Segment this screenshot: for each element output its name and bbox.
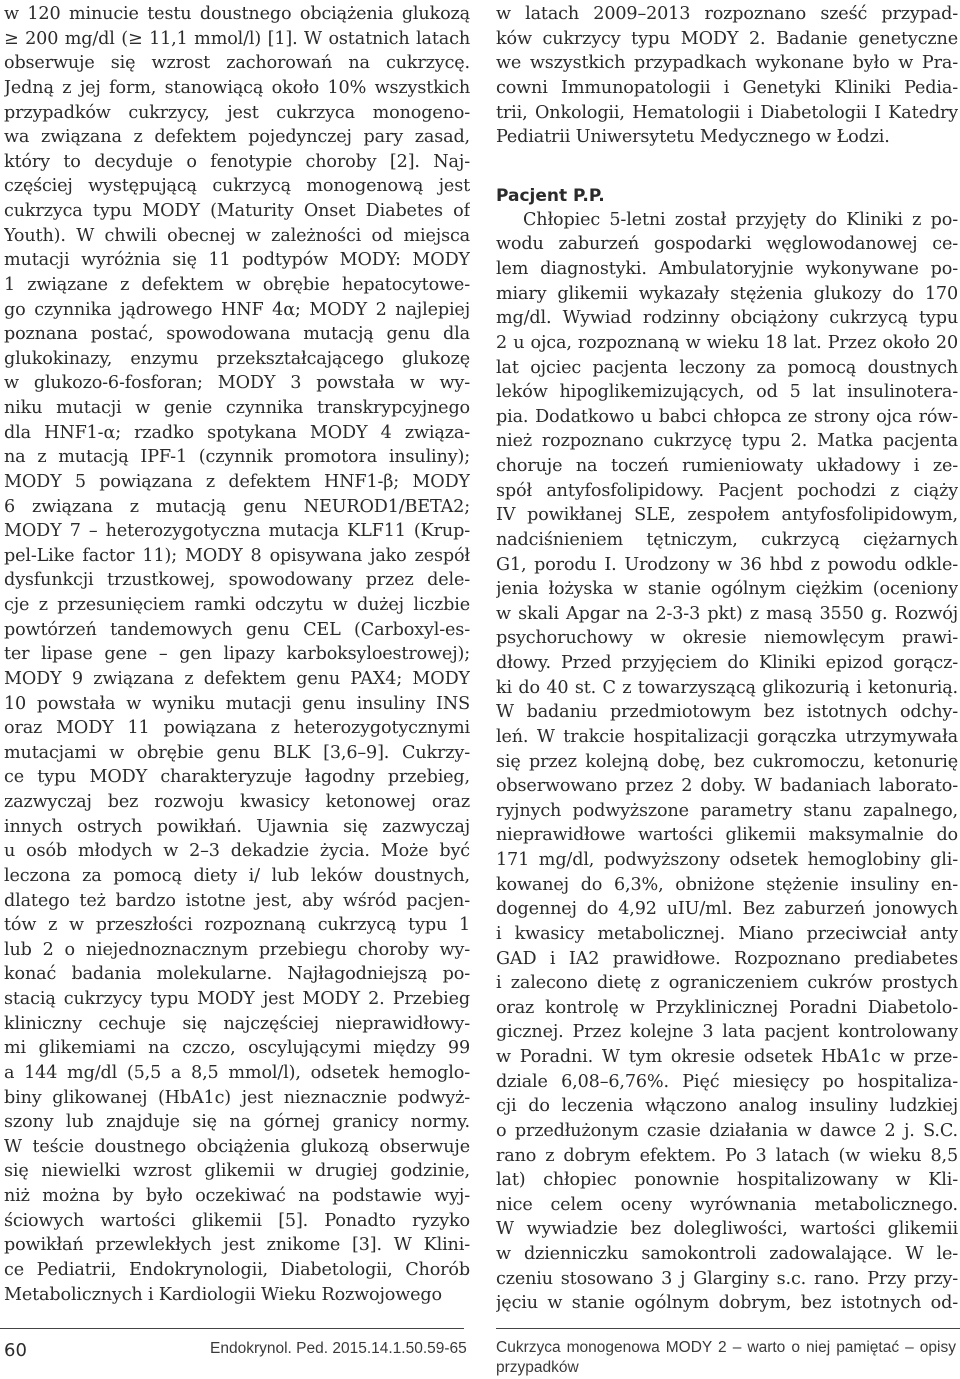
text-line: wa związana z defektem pojedynczej pary zasad, xyxy=(4,127,470,148)
text-line: innych ostrych powikłań. Ujawnia się zazwyczaj xyxy=(4,816,470,837)
text-line: pel-Like factor 11); MODY 8 opisywana jako zespół xyxy=(4,545,470,566)
text-line: MODY 7 – heterozygotyczna mutacja KLF11 (Krup- xyxy=(4,521,470,542)
right-column xyxy=(496,2,958,1316)
text-line: dysfunkcji trzustkowej, spowodowany przez dele- xyxy=(4,570,470,591)
text-line: szony lub znajduje się na górnej granicy normy. xyxy=(4,1112,470,1133)
text-line: nadciśnieniem tętniczym, cukrzycą ciężarnych xyxy=(496,529,958,550)
text-line: spół antyfosfolipidowy. Pacjent pochodzi z ciąży xyxy=(496,480,958,501)
text-line: psychoruchowy w okresie niemowlęcym prawi- xyxy=(496,628,958,649)
text-line: cje z przesunięciem ramki odczytu w dużej liczbie xyxy=(4,595,470,615)
text-line: powikłań przewlekłych jest znikome [3]. W Klini- xyxy=(4,1235,470,1256)
text-line: Pediatrii Uniwersytetu Medycznego w Łodzi. xyxy=(496,127,890,148)
text-line: glukokinazy, enzymu przekształcającego glukozę xyxy=(4,348,470,369)
text-line: zazwyczaj bez rozwoju kwasicy ketonowej oraz xyxy=(4,792,470,812)
text-line: lub 2 o niejednoznacznym przebiegu choroby wy- xyxy=(4,939,470,960)
text-line: kowanej do 6,3%, obniżone stężenie insuliny en- xyxy=(496,874,958,895)
text-line: W wywiadzie bez dolegliwości, wartości glikemii xyxy=(496,1219,958,1240)
text-line: i zalecono dietę z ograniczeniem cukrów prostych xyxy=(496,973,958,994)
text-line: poznana postać, spowodowana mutacją genu dla xyxy=(4,324,470,345)
text-line: pia. Dodatkowo u babci chłopca ze strony ojca rów- xyxy=(496,406,958,427)
text-line: który to decyduje o fenotypie choroby [2]. Naj- xyxy=(4,151,470,172)
text-line: lem diagnostyki. Ambulatoryjnie wykonywane po- xyxy=(496,259,958,279)
text-line: lat) chłopiec ponownie hospitalizowany w Kli- xyxy=(496,1170,958,1191)
text-line: leczona za pomocą diety i/ lub leków doustnych, xyxy=(4,865,470,886)
text-line: 10 powstała w wyniku mutacji genu insuliny INS xyxy=(4,693,470,714)
case-heading: Pacjent P.P. xyxy=(496,185,605,206)
text-line: ce typu MODY charakteryzuje łagodny przebieg, xyxy=(4,767,470,788)
text-line: trii, Onkologii, Hematologii i Diabetologii I Katedry xyxy=(496,102,958,123)
text-line: na z mutacją IPF-1 (czynnik promotora insuliny); xyxy=(4,447,470,468)
text-line: się przez kolejną dobę, bez cukromoczu, ketonurię xyxy=(496,751,958,772)
text-line: a 144 mg/dl (5,5 a 8,5 mmol/l), odsetek hemoglo- xyxy=(4,1062,470,1083)
journal-reference: Endokrynol. Ped. 2015.14.1.50.59-65 xyxy=(210,1340,467,1357)
text-line: 1 związane z defektem w obrębie hepatocytowe- xyxy=(4,274,470,295)
text-line: Metabolicznych i Kardiologii Wieku Rozwojowego xyxy=(4,1284,442,1305)
text-line: mg/dl. Wywiad rodzinny obciążony cukrzycą typu xyxy=(496,308,958,329)
text-line: oraz MODY 11 powiązana z heterozygotycznymi xyxy=(4,718,470,739)
text-line: niż można by było oczekiwać na podstawie wyj- xyxy=(4,1186,470,1206)
intro-continuation xyxy=(496,2,958,150)
text-line: 6 związana z mutacją genu NEUROD1/BETA2; xyxy=(4,496,470,517)
text-line: obserwuje się wzrost zachorowań na cukrzycę. xyxy=(4,53,470,74)
text-line: powtórzeń tandemowych genu CEL (Carboxyl-es- xyxy=(4,619,470,640)
text-line: gicznej. Przez kolejne 3 lata pacjent kontrolowany xyxy=(496,1022,958,1043)
text-line: u osób młodych w 2–3 dekadzie życia. Może być xyxy=(4,841,470,862)
text-line: cukrzyca typu MODY (Maturity Onset Diabetes of xyxy=(4,201,470,221)
text-line: miary glikemii wykazały stężenia glukozy do 170 xyxy=(496,283,958,304)
text-line: 171 mg/dl, podwyższony odsetek hemoglobiny gli- xyxy=(496,850,958,870)
text-line: i kwasicy metabolicznej. Miano przeciwciał anty xyxy=(496,923,958,944)
text-line: 2 u ojca, rozpoznaną w wieku 18 lat. Przez około 20 xyxy=(496,332,958,353)
text-line: jenia łożyska w stanie ogólnym ciężkim (oceniony xyxy=(496,579,958,600)
text-line: dogennej do 4,92 uIU/ml. Bez zaburzeń jonowych xyxy=(496,899,958,920)
footer-rule-right xyxy=(496,1328,960,1329)
text-line: nice celem oceny wyrównania metabolicznego. xyxy=(496,1194,958,1215)
text-line: GAD i IA2 prawidłowe. Rozpoznano prediabetes xyxy=(496,948,958,969)
text-line: W badaniu przedmiotowym bez istotnych odchy- xyxy=(496,702,958,723)
text-line: leń. W trakcie hospitalizacji gorączka utrzymywała xyxy=(496,726,958,747)
text-line: leków hipoglikemizujących, od 5 lat insulinotera- xyxy=(496,382,958,403)
text-line: rano z dobrym efektem. Po 3 latach (w wieku 8,5 xyxy=(496,1145,958,1166)
text-line: W teście doustnego obciążenia glukozą obserwuje xyxy=(4,1136,470,1157)
text-line: przypadków cukrzycy, jest cukrzyca monogeno- xyxy=(4,102,470,123)
text-line: wodu zaburzeń gospodarki węglowodanowej ce- xyxy=(496,234,958,255)
page-number: 60 xyxy=(4,1340,27,1361)
text-line: ter lipase gene – gen lipazy karboksyloestrowej); xyxy=(4,644,470,665)
text-line: we wszystkich przypadkach wykonane było w Pra- xyxy=(496,53,958,74)
text-line: mutacjami w obrębie genu BLK [3,6–9]. Cukrzy- xyxy=(4,742,470,763)
text-line: dłowy. Przed przyjęciem do Kliniki epizod gorącz- xyxy=(496,653,958,673)
text-line: w dzienniczku samokontroli zadowalające. W le- xyxy=(496,1244,958,1264)
running-title: Cukrzyca monogenowa MODY 2 – warto o niej pamiętać – opisy przypadków xyxy=(496,1339,956,1376)
left-column xyxy=(4,2,470,1307)
case-description xyxy=(496,208,958,1316)
text-line: niku mutacji w genie czynnika transkrypcyjnego xyxy=(4,398,470,418)
text-line: G1, porodu I. Urodzony w 36 hbd z powodu odkle- xyxy=(496,554,958,575)
text-line: kliniczny cechuje się najczęściej nieprawidłowy- xyxy=(4,1013,470,1034)
text-line: mutacji wyróżnia się 11 podtypów MODY: MODY xyxy=(4,250,470,271)
text-line: ce Pediatrii, Endokrynologii, Diabetologii, Chorób xyxy=(4,1259,470,1280)
text-line: obserwowano przez 2 doby. W badaniach laborato- xyxy=(496,776,958,797)
text-line: lat ojciec pacjenta leczony za pomocą doustnych xyxy=(496,357,958,378)
text-line: choruje na toczeń rumieniowaty układowy i ze- xyxy=(496,456,958,476)
text-line: częściej występującą cukrzycą monogenową jest xyxy=(4,176,470,197)
text-line: w latach 2009–2013 rozpoznano sześć przypad- xyxy=(496,4,958,24)
footer-rule-left xyxy=(0,1328,464,1329)
text-line: w skali Apgar na 2-3-3 pkt) z masą 3550 g. Rozwój xyxy=(496,603,958,624)
text-line: Youth). W chwili obecnej w zależności od miejsca xyxy=(4,225,470,246)
text-line: go czynnika jądrowego HNF 4α; MODY 2 najlepiej xyxy=(4,299,470,320)
text-line: ki do 40 st. C z towarzyszącą glikozurią i ketonurią. xyxy=(496,677,958,698)
text-line: stacią cukrzycy typu MODY jest MODY 2. Przebieg xyxy=(4,989,470,1009)
text-line: w 120 minucie testu doustnego obciążenia glukozą xyxy=(4,4,470,24)
text-line: o przedłużonym czasie działania w dawce 2 j. S.C. xyxy=(496,1120,958,1141)
text-line: się niewielki wzrost glikemii w drugiej godzinie, xyxy=(4,1161,470,1182)
text-line: cowni Immunopatologii i Genetyki Kliniki Pedia- xyxy=(496,77,958,98)
text-line: ściowych wartości glikemii [5]. Ponadto ryzyko xyxy=(4,1210,470,1231)
text-line: dziale 6,08–6,76%. Pięć miesięcy po hospitaliza- xyxy=(496,1071,958,1092)
text-line: ryjnych podwyższone parametry stanu zapalnego, xyxy=(496,800,958,821)
text-line: tów z w przeszłości rozpoznaną cukrzycą typu 1 xyxy=(4,915,470,936)
text-line: czeniu stosowano 3 j Glarginy s.c. rano. Przy przy- xyxy=(496,1268,958,1289)
text-line: cji do leczenia włączono analog insuliny ludzkiej xyxy=(496,1096,958,1117)
text-line: oraz kontrolę w Przyklinicznej Poradni Diabetolo- xyxy=(496,997,958,1018)
text-line: konać badania molekularne. Najłagodniejszą po- xyxy=(4,964,470,985)
text-line: dla HNF1-α; rzadko spotykana MODY 4 związa- xyxy=(4,422,470,443)
text-line: ków cukrzycy typu MODY 2. Badanie genetyczne xyxy=(496,28,958,49)
text-line: jęciu w stanie ogólnym dobrym, bez istotnych od- xyxy=(496,1293,958,1314)
text-line: w Poradni. W tym okresie odsetek HbA1c w prze- xyxy=(496,1047,958,1067)
text-line: MODY 9 związana z defektem genu PAX4; MODY xyxy=(4,668,470,689)
text-line: ≥ 200 mg/dl (≥ 11,1 mmol/l) [1]. W ostatnich latach xyxy=(4,28,470,49)
text-line: Jedną z jej form, stanowiącą około 10% wszystkich xyxy=(4,77,470,98)
text-line: MODY 5 powiązana z defektem HNF1-β; MODY xyxy=(4,471,470,492)
text-line: Chłopiec 5-letni został przyjęty do Kliniki z po- xyxy=(523,209,958,230)
text-line: mi glikemiami na czczo, oscylującymi między 99 xyxy=(4,1038,470,1059)
text-line: IV powikłanej SLE, zespołem antyfosfolipidowym, xyxy=(496,505,958,526)
text-line: nież rozpoznano cukrzycę typu 2. Matka pacjenta xyxy=(496,431,958,452)
text-line: nieprawidłowe wartości glikemii maksymalnie do xyxy=(496,825,958,846)
text-line: w glukozo-6-fosforan; MODY 3 powstała w wy- xyxy=(4,373,470,394)
text-line: biny glikowanej (HbA1c) jest nieznacznie podwyż- xyxy=(4,1087,470,1108)
text-line: dlatego też bardzo istotne jest, aby wśród pacjen- xyxy=(4,890,470,911)
